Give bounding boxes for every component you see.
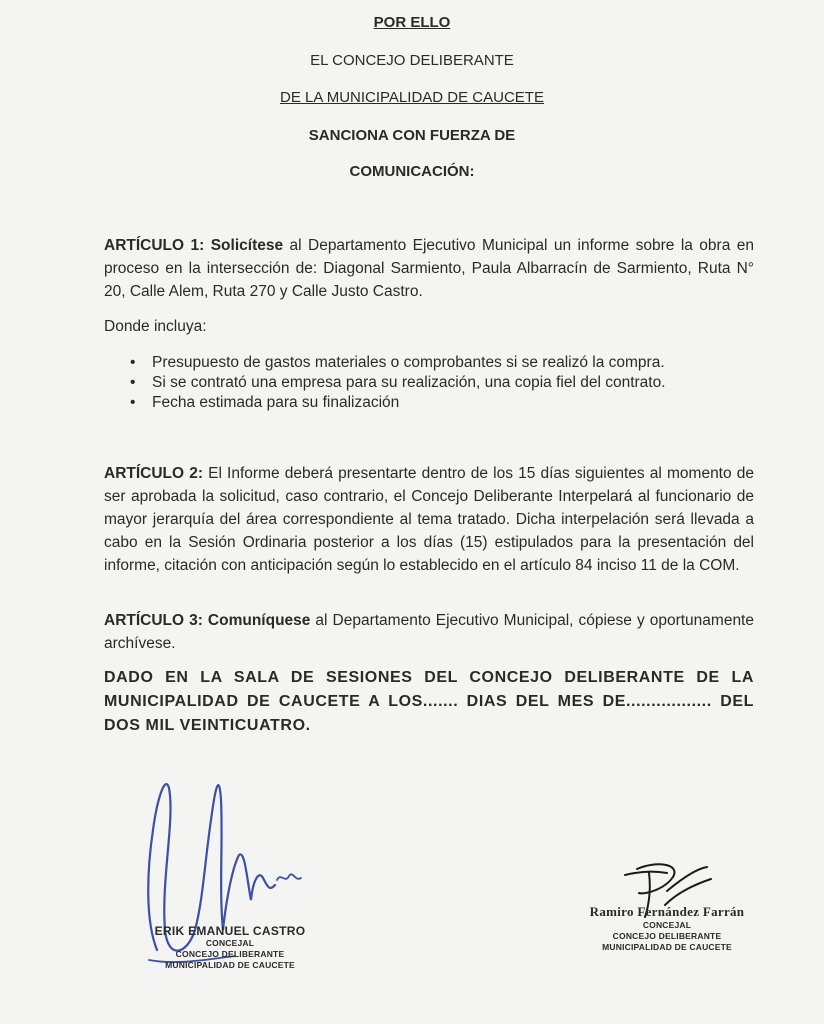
article-3-verb: Comuníquese [207,612,311,629]
article-3-text: al Departamento Ejecutivo Municipal, cópiese y oportunamente archívese. [104,612,754,652]
signature-left-muni: MUNICIPALIDAD DE CAUCETE [165,960,295,970]
heading-por-ello: POR ELLO [373,14,451,31]
article-3-label: ARTÍCULO 3: [104,612,203,629]
article-2-label: ARTÍCULO 2: [104,465,203,482]
list-item: • Fecha estimada para su finalización [130,393,666,413]
article-1-text: al Departamento Ejecutivo Municipal un informe sobre la obra en proceso en la intersección de: Diagonal Sarmiento, Paula Albarracín de Sarmiento, Ruta N° 20, Calle Alem, Ruta 270 y Calle Justo Castro. [104,237,754,300]
signature-left-body: CONCEJO DELIBERANTE [175,949,285,959]
signature-left-name: ERIK EMANUEL CASTRO [154,924,306,938]
list-item: • Si se contrató una empresa para su realización, una copia fiel del contrato. [130,373,666,393]
signature-right-role: CONCEJAL [642,920,692,930]
heading-comunicacion: COMUNICACIÓN: [349,163,475,180]
signature-right-muni: MUNICIPALIDAD DE CAUCETE [602,942,732,952]
signature-left-role: CONCEJAL [205,938,255,948]
signature-left [130,924,330,971]
article-3 [104,609,754,655]
list-item: • Presupuesto de gastos materiales o comprobantes si se realizó la compra. [130,353,666,373]
signature-right-body: CONCEJO DELIBERANTE [612,931,722,941]
article-1 [104,234,754,303]
article-2-text: El Informe deberá presentarte dentro de los 15 días siguientes al momento de ser aprobada la solicitud, caso contrario, el Concejo Deliberante Interpelará al funcionario de mayor jerarquía del área correspondiente al tema tratado. Dicha interpelación será llevada a cabo en la Sesión Ordinaria posterior a los días (15) estipulados para la presentación del informe, citación con anticipación según lo establecido en el artículo 84 inciso 11 de la COM. [104,465,754,574]
heading-sanciona: SANCIONA CON FUERZA DE [308,127,516,144]
article-1-list [130,353,666,413]
article-2 [104,462,754,577]
article-1-label: ARTÍCULO 1: [104,237,205,254]
signature-right [572,904,762,953]
article-1-verb: Solicítese [210,237,284,254]
heading-municipalidad: DE LA MUNICIPALIDAD DE CAUCETE [280,89,544,106]
article-1-intro: Donde incluya: [104,318,207,335]
closing-statement: DADO EN LA SALA DE SESIONES DEL CONCEJO DELIBERANTE DE LA MUNICIPALIDAD DE CAUCETE A LOS....... DIAS DEL MES DE................. DEL DOS MIL VEINTICUATRO. [104,669,754,734]
heading-concejo: EL CONCEJO DELIBERANTE [310,52,514,69]
signature-right-name: Ramiro Fernández Farrán [589,904,745,919]
